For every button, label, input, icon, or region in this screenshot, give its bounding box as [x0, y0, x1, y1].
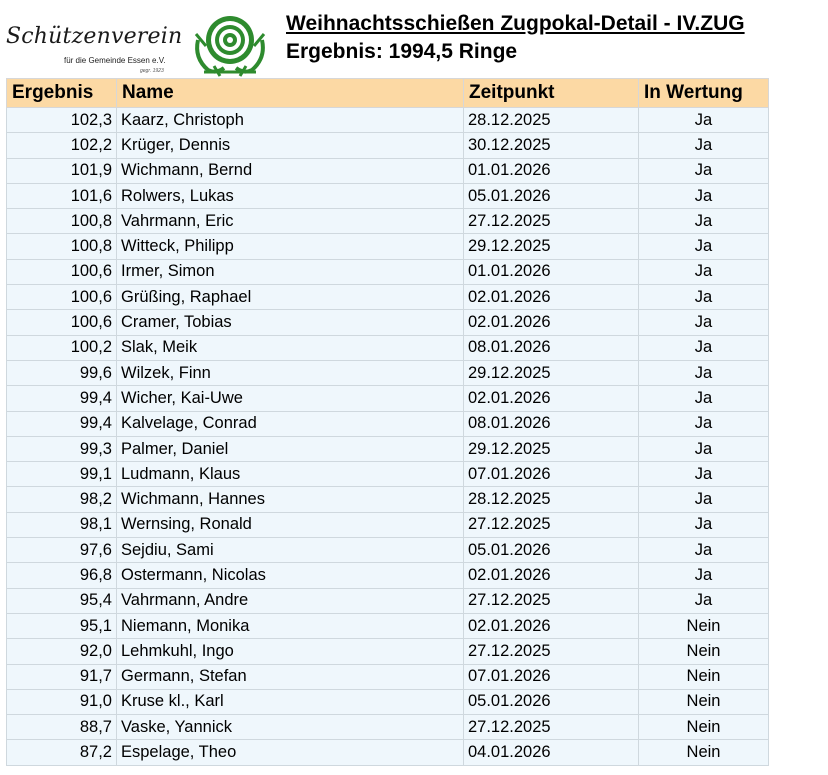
time-cell: 05.01.2026 [464, 538, 639, 563]
name-cell: Cramer, Tobias [117, 310, 464, 335]
time-cell: 29.12.2025 [464, 234, 639, 259]
results-table [6, 78, 769, 766]
time-cell: 07.01.2026 [464, 462, 639, 487]
score-cell: 95,4 [7, 588, 117, 613]
table-row [7, 462, 769, 487]
table-row [7, 360, 769, 385]
name-cell: Vaske, Yannick [117, 715, 464, 740]
time-cell: 27.12.2025 [464, 639, 639, 664]
score-cell: 91,7 [7, 664, 117, 689]
name-cell: Niemann, Monika [117, 613, 464, 638]
name-cell: Irmer, Simon [117, 259, 464, 284]
table-row [7, 234, 769, 259]
time-cell: 02.01.2026 [464, 386, 639, 411]
rated-cell: Ja [639, 335, 769, 360]
time-cell: 27.12.2025 [464, 209, 639, 234]
time-cell: 02.01.2026 [464, 613, 639, 638]
table-body [7, 108, 769, 766]
column-header-time: Zeitpunkt [464, 79, 639, 108]
rated-cell: Ja [639, 538, 769, 563]
rated-cell: Ja [639, 436, 769, 461]
rated-cell: Ja [639, 310, 769, 335]
time-cell: 27.12.2025 [464, 512, 639, 537]
name-cell: Kruse kl., Karl [117, 689, 464, 714]
score-cell: 91,0 [7, 689, 117, 714]
score-cell: 99,4 [7, 386, 117, 411]
table-row [7, 613, 769, 638]
table-row [7, 538, 769, 563]
table-row [7, 209, 769, 234]
time-cell: 01.01.2026 [464, 158, 639, 183]
name-cell: Witteck, Philipp [117, 234, 464, 259]
rated-cell: Nein [639, 715, 769, 740]
time-cell: 30.12.2025 [464, 133, 639, 158]
column-header-rated: In Wertung [639, 79, 769, 108]
rated-cell: Ja [639, 158, 769, 183]
table-row [7, 588, 769, 613]
name-cell: Wilzek, Finn [117, 360, 464, 385]
score-cell: 87,2 [7, 740, 117, 765]
rated-cell: Ja [639, 386, 769, 411]
rated-cell: Ja [639, 108, 769, 133]
logo-script-text: Schützenverein [6, 24, 183, 49]
rated-cell: Ja [639, 133, 769, 158]
name-cell: Kaarz, Christoph [117, 108, 464, 133]
time-cell: 02.01.2026 [464, 285, 639, 310]
name-cell: Wichmann, Bernd [117, 158, 464, 183]
time-cell: 29.12.2025 [464, 360, 639, 385]
table-row [7, 639, 769, 664]
rated-cell: Ja [639, 563, 769, 588]
score-cell: 96,8 [7, 563, 117, 588]
table-row [7, 740, 769, 765]
score-cell: 101,9 [7, 158, 117, 183]
table-row [7, 563, 769, 588]
name-cell: Grüßing, Raphael [117, 285, 464, 310]
rated-cell: Ja [639, 360, 769, 385]
name-cell: Slak, Meik [117, 335, 464, 360]
rated-cell: Ja [639, 512, 769, 537]
score-cell: 100,8 [7, 209, 117, 234]
rated-cell: Nein [639, 613, 769, 638]
rated-cell: Nein [639, 664, 769, 689]
score-cell: 100,6 [7, 310, 117, 335]
target-emblem-icon [190, 10, 270, 78]
name-cell: Vahrmann, Andre [117, 588, 464, 613]
score-cell: 97,6 [7, 538, 117, 563]
name-cell: Lehmkuhl, Ingo [117, 639, 464, 664]
time-cell: 02.01.2026 [464, 310, 639, 335]
score-cell: 99,6 [7, 360, 117, 385]
table-row [7, 487, 769, 512]
page-title: Weihnachtsschießen Zugpokal-Detail - IV.ZUG [286, 12, 745, 35]
time-cell: 04.01.2026 [464, 740, 639, 765]
table-row [7, 689, 769, 714]
score-cell: 92,0 [7, 639, 117, 664]
rated-cell: Ja [639, 234, 769, 259]
score-cell: 100,8 [7, 234, 117, 259]
table-row [7, 310, 769, 335]
name-cell: Rolwers, Lukas [117, 183, 464, 208]
score-cell: 99,3 [7, 436, 117, 461]
score-cell: 95,1 [7, 613, 117, 638]
score-cell: 88,7 [7, 715, 117, 740]
name-cell: Sejdiu, Sami [117, 538, 464, 563]
table-row [7, 512, 769, 537]
time-cell: 28.12.2025 [464, 108, 639, 133]
table-row [7, 108, 769, 133]
table-row [7, 259, 769, 284]
name-cell: Ostermann, Nicolas [117, 563, 464, 588]
time-cell: 27.12.2025 [464, 588, 639, 613]
time-cell: 08.01.2026 [464, 411, 639, 436]
rated-cell: Ja [639, 411, 769, 436]
time-cell: 05.01.2026 [464, 689, 639, 714]
name-cell: Vahrmann, Eric [117, 209, 464, 234]
score-cell: 100,6 [7, 285, 117, 310]
table-row [7, 335, 769, 360]
score-cell: 98,2 [7, 487, 117, 512]
name-cell: Wernsing, Ronald [117, 512, 464, 537]
time-cell: 28.12.2025 [464, 487, 639, 512]
club-logo [2, 10, 270, 78]
table-row [7, 386, 769, 411]
column-header-name: Name [117, 79, 464, 108]
rated-cell: Ja [639, 259, 769, 284]
logo-tiny-text: gegr. 1923 [140, 68, 164, 74]
score-cell: 99,4 [7, 411, 117, 436]
score-cell: 101,6 [7, 183, 117, 208]
name-cell: Ludmann, Klaus [117, 462, 464, 487]
score-cell: 99,1 [7, 462, 117, 487]
rated-cell: Ja [639, 462, 769, 487]
table-row [7, 183, 769, 208]
score-cell: 102,2 [7, 133, 117, 158]
name-cell: Krüger, Dennis [117, 133, 464, 158]
name-cell: Wichmann, Hannes [117, 487, 464, 512]
name-cell: Espelage, Theo [117, 740, 464, 765]
rated-cell: Ja [639, 487, 769, 512]
table-row [7, 664, 769, 689]
score-cell: 102,3 [7, 108, 117, 133]
score-cell: 98,1 [7, 512, 117, 537]
rated-cell: Ja [639, 183, 769, 208]
time-cell: 27.12.2025 [464, 715, 639, 740]
rated-cell: Nein [639, 639, 769, 664]
rated-cell: Ja [639, 285, 769, 310]
time-cell: 07.01.2026 [464, 664, 639, 689]
rated-cell: Ja [639, 588, 769, 613]
rated-cell: Nein [639, 689, 769, 714]
name-cell: Germann, Stefan [117, 664, 464, 689]
score-cell: 100,2 [7, 335, 117, 360]
name-cell: Wicher, Kai-Uwe [117, 386, 464, 411]
column-header-score: Ergebnis [7, 79, 117, 108]
name-cell: Palmer, Daniel [117, 436, 464, 461]
score-cell: 100,6 [7, 259, 117, 284]
table-row [7, 436, 769, 461]
time-cell: 01.01.2026 [464, 259, 639, 284]
table-row [7, 411, 769, 436]
time-cell: 05.01.2026 [464, 183, 639, 208]
table-row [7, 158, 769, 183]
time-cell: 29.12.2025 [464, 436, 639, 461]
result-total: Ergebnis: 1994,5 Ringe [286, 40, 518, 63]
time-cell: 02.01.2026 [464, 563, 639, 588]
logo-subline: für die Gemeinde Essen e.V. [64, 56, 166, 65]
table-header-row [7, 79, 769, 108]
table-row [7, 133, 769, 158]
rated-cell: Nein [639, 740, 769, 765]
name-cell: Kalvelage, Conrad [117, 411, 464, 436]
table-row [7, 285, 769, 310]
rated-cell: Ja [639, 209, 769, 234]
time-cell: 08.01.2026 [464, 335, 639, 360]
table-row [7, 715, 769, 740]
